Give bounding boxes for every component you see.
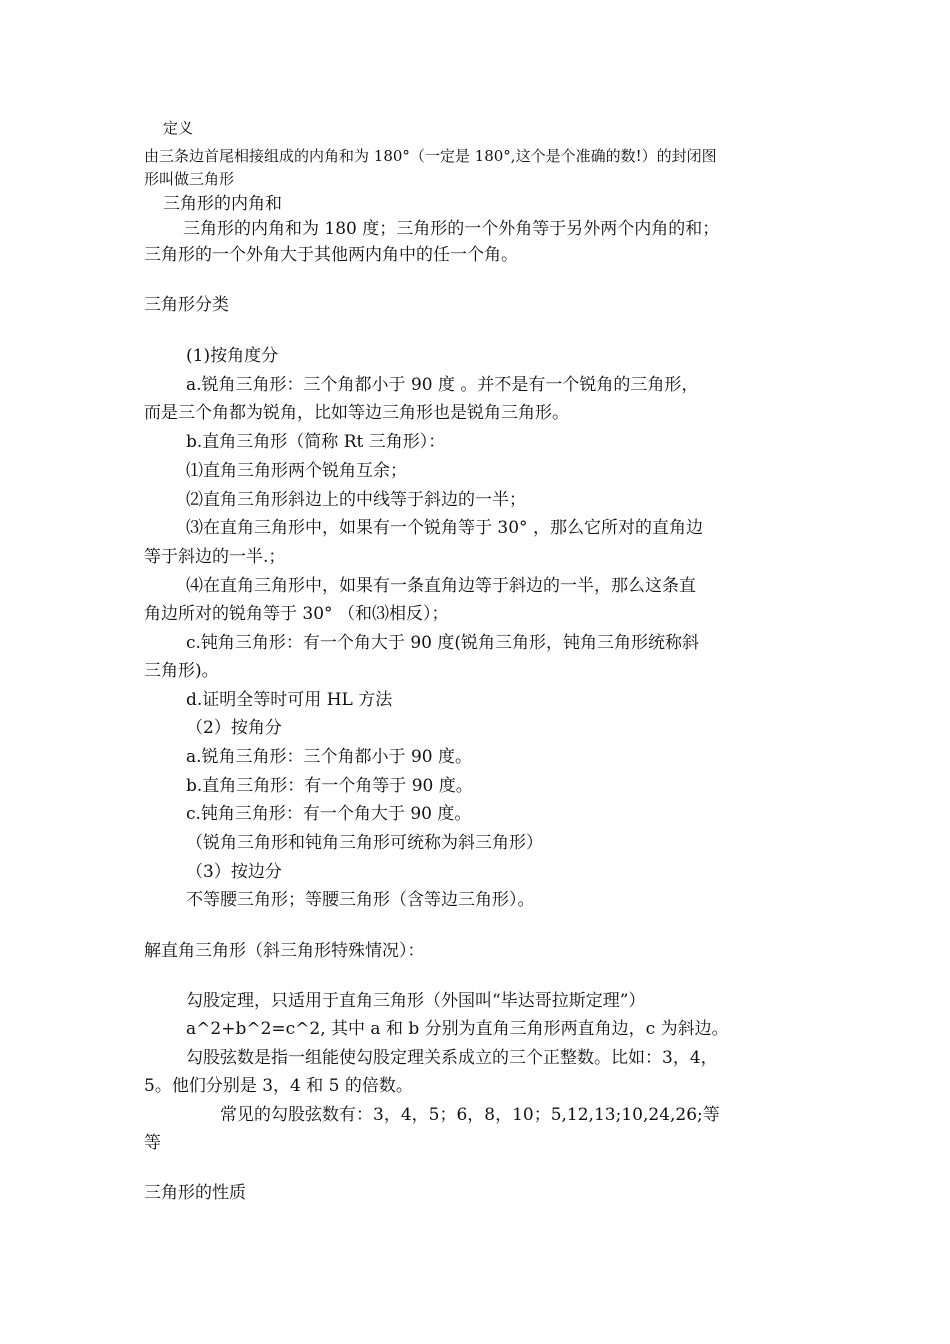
paragraph-line: 三角形的一个外角大于其他两内角中的任一个角。 [144, 245, 518, 265]
list-item: d.证明全等时可用 HL 方法 [186, 690, 393, 710]
heading-angle-sum: 三角形的内角和 [163, 194, 282, 214]
list-item: c.钝角三角形：有一个角大于 90 度。 [186, 804, 472, 824]
list-item: (1)按角度分 [186, 346, 279, 366]
paragraph-line: 勾股定理，只适用于直角三角形（外国叫“毕达哥拉斯定理”） [186, 991, 646, 1011]
paragraph-line: a^2+b^2=c^2, 其中 a 和 b 分别为直角三角形两直角边，c 为斜边。 [186, 1019, 729, 1039]
list-item: a.锐角三角形：三个角都小于 90 度。 [186, 747, 472, 767]
list-item: b.直角三角形：有一个角等于 90 度。 [186, 776, 473, 796]
list-item: 不等腰三角形；等腰三角形（含等边三角形）。 [186, 890, 535, 910]
list-item: （3）按边分 [186, 862, 282, 882]
list-item: 三角形)。 [144, 661, 219, 681]
paragraph-line: 三角形的内角和为 180 度；三角形的一个外角等于另外两个内角的和； [183, 219, 720, 239]
heading-right-triangle: 解直角三角形（斜三角形特殊情况）： [144, 941, 425, 961]
list-item: （2）按角分 [186, 718, 282, 738]
list-item: （锐角三角形和钝角三角形可统称为斜三角形） [186, 833, 543, 853]
list-item: 而是三个角都为锐角，比如等边三角形也是锐角三角形。 [144, 403, 569, 423]
list-item: a.锐角三角形：三个角都小于 90 度 。并不是有一个锐角的三角形， [186, 375, 699, 395]
paragraph-line: 常见的勾股弦数有：3，4，5；6，8，10；5,12,13;10,24,26;等 [220, 1105, 720, 1125]
list-item: ⑵直角三角形斜边上的中线等于斜边的一半； [186, 490, 526, 510]
paragraph-line: 5。他们分别是 3，4 和 5 的倍数。 [144, 1076, 413, 1096]
list-item: 等于斜边的一半.； [144, 547, 286, 567]
list-item: ⑷在直角三角形中，如果有一条直角边等于斜边的一半，那么这条直 [186, 576, 696, 596]
heading-definition: 定义 [163, 119, 194, 137]
list-item: c.钝角三角形：有一个角大于 90 度(锐角三角形，钝角三角形统称斜 [186, 633, 699, 653]
list-item: ⑶在直角三角形中，如果有一个锐角等于 30° ，那么它所对的直角边 [186, 518, 703, 538]
paragraph-line: 勾股弦数是指一组能使勾股定理关系成立的三个正整数。比如：3，4， [186, 1048, 718, 1068]
paragraph-line: 形叫做三角形 [144, 170, 235, 188]
heading-properties: 三角形的性质 [144, 1183, 246, 1203]
paragraph-line: 由三条边首尾相接组成的内角和为 180°（一定是 180°,这个是个准确的数!）的封闭图 [144, 147, 717, 165]
list-item: 角边所对的锐角等于 30° （和⑶相反）； [144, 604, 449, 624]
paragraph-line: 等 [144, 1133, 161, 1153]
list-item: ⑴直角三角形两个锐角互余； [186, 461, 407, 481]
list-item: b.直角三角形（简称 Rt 三角形）： [186, 432, 446, 452]
heading-classification: 三角形分类 [144, 295, 229, 315]
